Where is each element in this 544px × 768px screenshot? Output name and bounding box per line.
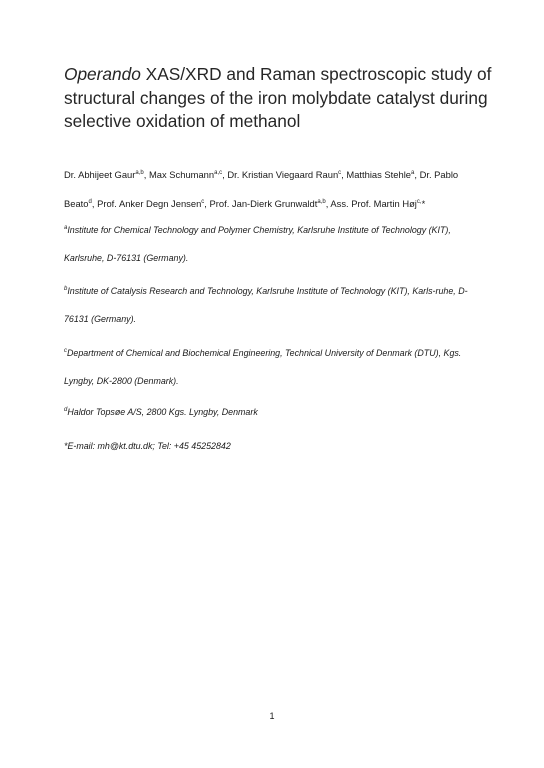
author-8: Ass. Prof. Martin Høj$^{c,}$*	[330, 198, 426, 209]
affiliation-d: $^d$Haldor Topsøe A/S, 2800 Kgs. Lyngby, Denmark	[64, 407, 258, 417]
paper-title	[64, 63, 494, 134]
affiliation-c: $^c$Department of Chemical and Biochemical Engineering, Technical University of Denmark (DTU), Kgs. Lyngby, DK-2800 (Denmark).	[64, 348, 462, 386]
affiliation-b: $^b$Institute of Catalysis Research and Technology, Karlsruhe Institute of Technology (KIT), Karls-ruhe, D-76131 (Germany).	[64, 286, 468, 324]
author-3: Dr. Kristian Viegaard Raun$^c$,	[227, 169, 347, 180]
author-2: Max Schumann$^{a,c}$,	[148, 169, 228, 180]
title-italic: Operando	[64, 64, 141, 84]
author-5: Dr. Pablo Beato$^d$,	[64, 169, 459, 209]
author-7: Prof. Jan-Dierk Grunwaldt$^{a,b}$,	[209, 198, 331, 209]
author-1: Dr. Abhijeet Gaur$^{a,b}$,	[64, 169, 149, 180]
title-rest: XAS/XRD and Raman spectroscopic study of structural changes of the iron molybdate catalyst during selective oxidation of methanol	[64, 64, 492, 131]
author-6: Prof. Anker Degn Jensen$^c$,	[97, 198, 210, 209]
page-number: 1	[269, 711, 275, 721]
author-list	[64, 160, 484, 218]
affiliation-a: $^a$Institute for Chemical Technology and Polymer Chemistry, Karlsruhe Institute of Technology (KIT), Karlsruhe, D-76131 (Germany).	[64, 225, 451, 263]
contact-line: *E-mail: mh@kt.dtu.dk; Tel: +45 45252842	[64, 441, 231, 451]
author-4: Matthias Stehle$^a$,	[346, 169, 420, 180]
